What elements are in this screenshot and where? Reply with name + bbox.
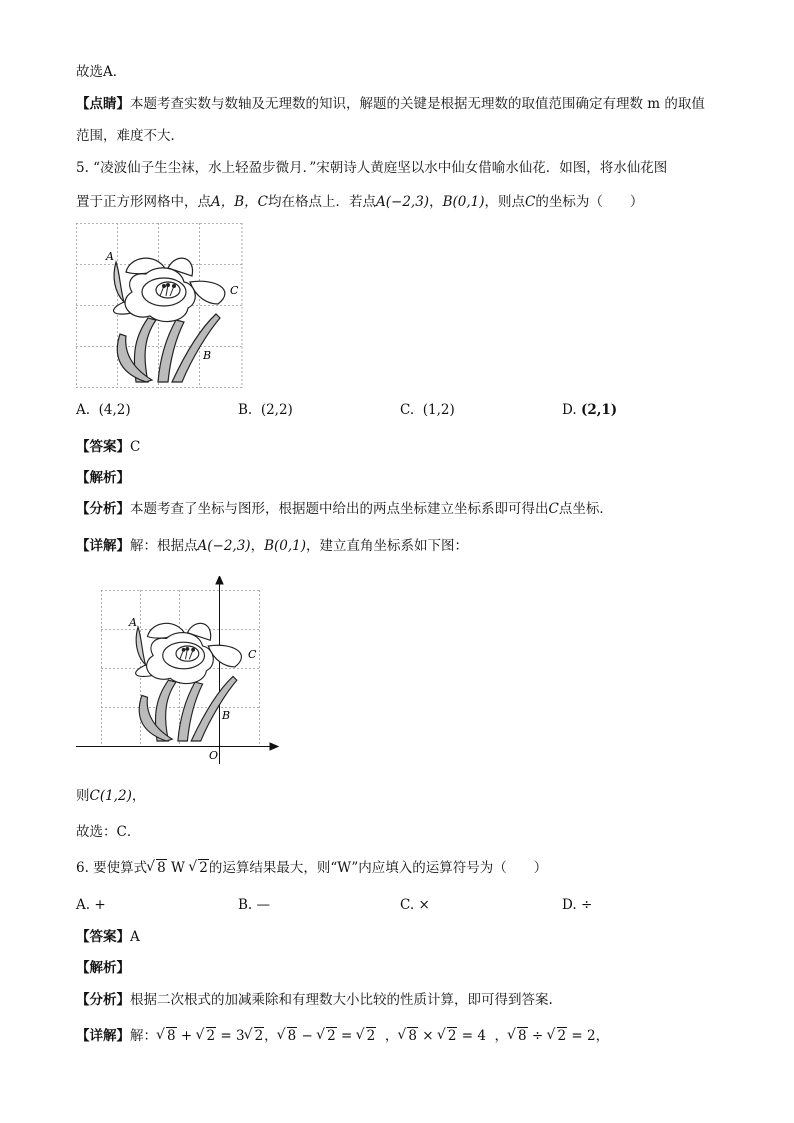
q5-detail: 【详解】解：根据点A(−2,3)，B(0,1)，建立直角坐标系如下图： (76, 538, 469, 554)
q5-stem-line-2: 置于正方形网格中，点A，B，C均在格点上．若点A(−2,3)，B(0,1)，则点C的坐标为（ ） (76, 194, 644, 210)
q5-figure-grid (76, 222, 246, 390)
q5-points-list: A，B，C (211, 194, 268, 210)
figure2-label-b: B (222, 709, 231, 722)
figure2-label-c: C (248, 648, 257, 661)
q6-detail: 【详解】解：√ 8 + √ 2 = 3√ 2，√ 8 − √ 2 = √ 2 ，√ 8 × √ 2 = 4 ，√ 8 ÷ √ 2 = 2， (76, 1026, 609, 1046)
q4-comment-line-2: 范围，难度不大． (76, 128, 184, 144)
q6-fenxi: 【分析】根据二次根式的加减乘除和有理数大小比较的性质计算，即可得到答案. (76, 992, 553, 1008)
q5-point-a: A(−2,3) (376, 194, 430, 210)
figure1-label-c: C (230, 284, 239, 297)
q5-stem-line-1: 5. “凌波仙子生尘袜，水上轻盈步微月．”宋朝诗人黄庭坚以水中仙女借喻水仙花．如图，将水仙花图 (76, 160, 668, 176)
q5-stem-2d: 的坐标为（ ） (535, 194, 644, 210)
q5-final: 故选：C． (76, 824, 141, 840)
q4-comment-label: 【点睛】 (76, 96, 130, 112)
q6-option-d: D. ÷ (562, 897, 593, 913)
figure1-label-a: A (106, 250, 114, 263)
q5-option-b: B. (2,2) (238, 402, 293, 418)
daffodil-drawing (114, 258, 225, 382)
q5-figure-axes (74, 576, 284, 766)
q5-result: 则C(1,2)， (76, 788, 146, 804)
q5-point-b: B(0,1) (442, 194, 485, 210)
daffodil-drawing-2 (136, 623, 242, 741)
q6-answer: 【答案】A (76, 929, 140, 945)
q6-analysis-heading: 【解析】 (76, 960, 130, 976)
q5-point-c: C (525, 194, 536, 210)
q6-option-c: C. × (400, 897, 430, 913)
q6-option-a: A. + (76, 897, 106, 913)
figure2-label-a: A (129, 616, 137, 629)
q6-stem: 6. 要使算式√ 8 W √ 2的运算结果最大，则“W”内应填入的运算符号为（ ） (76, 858, 547, 878)
q5-option-c: C. (1,2) (400, 402, 455, 418)
q5-answer: 【答案】C (76, 439, 141, 455)
figure2-label-o: O (209, 749, 219, 762)
q5-stem-2c: ，则点 (484, 194, 526, 210)
q4-comment-text-1: 本题考查实数与数轴及无理数的知识，解题的关键是根据无理数的取值范围确定有理数 m 的取值 (130, 96, 705, 112)
q5-stem-2a: 置于正方形网格中，点 (76, 194, 211, 210)
q5-fenxi: 【分析】本题考查了坐标与图形，根据题中给出的两点坐标建立坐标系即可得出C点坐标． (76, 501, 613, 517)
q4-comment-line-1 (76, 94, 705, 114)
figure1-label-b: B (203, 349, 212, 362)
q5-option-a: A. (4,2) (76, 402, 131, 418)
q4-answer-line: 故选A． (76, 64, 127, 80)
q6-option-b: B. — (238, 897, 271, 913)
q5-analysis-heading: 【解析】 (76, 470, 130, 486)
q5-option-d: D. (2,1) (562, 402, 618, 418)
q5-stem-2b: 均在格点上．若点 (268, 194, 376, 210)
